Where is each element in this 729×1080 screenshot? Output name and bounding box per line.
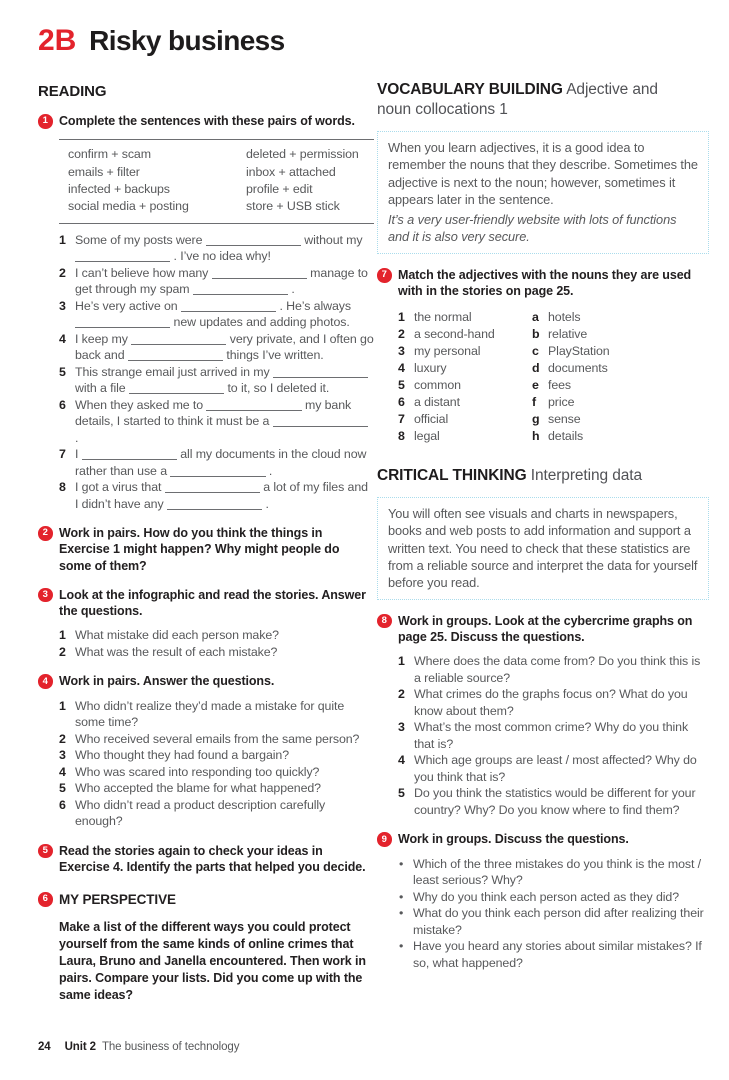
bullet-item (377, 905, 709, 938)
bullet-item (377, 889, 709, 906)
answer-blank (181, 311, 276, 312)
match-noun: PlayStation (548, 343, 610, 358)
sentence-number: 2 (59, 265, 66, 280)
my-perspective-body: Make a list of the different ways you could protect yourself from the same kinds of online crimes that Laura, Bruno and Janella encountered. Then work in pairs. Compare your lists. Did you come up with the same ideas? (59, 919, 366, 1002)
match-row (377, 428, 709, 445)
exercise-number-badge: 4 (38, 674, 53, 689)
exercise-7 (377, 267, 709, 300)
match-adjective: the normal (414, 309, 472, 324)
sentence-text: When they asked me to my bank details, I started to think it must be a . (75, 397, 374, 447)
match-letter: e (532, 378, 539, 393)
exercise-instruction: Look at the infographic and read the stories. Answer the questions. (59, 587, 366, 619)
answer-blank (212, 278, 307, 279)
exercise-number-badge: 6 (38, 892, 53, 907)
question-item (377, 785, 709, 818)
match-row (377, 309, 709, 326)
match-number: 5 (398, 378, 405, 393)
match-noun: hotels (548, 309, 581, 324)
exercise-number-badge: 9 (377, 832, 392, 847)
match-number: 8 (398, 429, 405, 444)
question-text: Who didn’t read a product description carefully enough? (75, 797, 326, 829)
bullet-text: Which of the three mistakes do you think is the most / least serious? Why? (413, 856, 701, 888)
sentence-item (38, 446, 374, 479)
question-item (377, 719, 709, 752)
match-letter: h (532, 429, 540, 444)
bullet-text: Have you heard any stories about similar mistakes? If so, what happened? (413, 939, 702, 970)
question-number: 5 (398, 786, 405, 801)
sentence-number: 1 (59, 232, 66, 247)
answer-blank (75, 261, 170, 262)
answer-blank (206, 410, 301, 411)
exercise-instruction: Work in pairs. How do you think the things in Exercise 1 might happen? Why might people do some of them? (59, 526, 340, 573)
bullet-icon (399, 938, 413, 971)
matching-exercise-list (377, 309, 709, 446)
match-number: 1 (398, 309, 405, 324)
sentence-item (38, 298, 374, 331)
exercise-number-badge: 8 (377, 614, 392, 629)
question-text: Do you think the statistics would be different for your country? Why? Do you know where to find them? (414, 786, 696, 817)
sentence-text: I can’t believe how many manage to get through my spam . (75, 265, 368, 297)
sentence-text: I got a virus that a lot of my files and I didn’t have any . (75, 480, 368, 511)
answer-blank (206, 245, 301, 246)
word-pair: emails + filter (68, 164, 140, 179)
sentence-item (38, 397, 374, 447)
vocabulary-heading-rest: noun collocations 1 (377, 100, 508, 118)
bullet-item (377, 938, 709, 971)
question-number: 4 (398, 753, 405, 768)
question-number: 2 (59, 731, 66, 746)
bullet-icon (399, 856, 413, 889)
exercise-9 (377, 831, 709, 847)
sentence-number: 5 (59, 364, 66, 379)
word-pair: infected + backups (68, 181, 170, 196)
match-number: 4 (398, 361, 405, 376)
match-row (377, 360, 709, 377)
match-letter: g (532, 412, 540, 427)
critical-heading-rest: Interpreting data (530, 466, 642, 484)
match-number: 3 (398, 343, 405, 358)
question-text: Who thought they had found a bargain? (75, 748, 289, 763)
lesson-code: 2B (38, 24, 77, 57)
exercise-8 (377, 613, 709, 646)
exercise-8-questions (377, 653, 709, 818)
critical-thinking-tip-box (377, 497, 709, 600)
sentence-text: He’s very active on . He’s always new updates and adding photos. (75, 298, 351, 330)
vocabulary-heading-bold: VOCABULARY BUILDING (377, 81, 563, 98)
word-pair: confirm + scam (68, 147, 151, 162)
unit-label: Unit 2 (64, 1041, 96, 1053)
unit-title: The business of technology (101, 1041, 240, 1053)
match-adjective: official (414, 412, 449, 427)
exercise-instruction: Match the adjectives with the nouns they are used with in the stories on page 25. (398, 268, 692, 299)
question-text: What was the result of each mistake? (75, 644, 278, 659)
exercise-number-badge: 2 (38, 526, 53, 541)
sentence-number: 3 (59, 298, 66, 313)
question-number: 1 (59, 698, 66, 713)
sentence-item (38, 232, 374, 265)
exercise-number-badge: 1 (38, 114, 53, 129)
question-item (38, 627, 374, 644)
exercise-2 (38, 525, 374, 574)
answer-blank (128, 360, 223, 361)
question-item (38, 780, 374, 797)
match-row (377, 326, 709, 343)
lesson-name: Risky business (89, 25, 285, 56)
answer-blank (82, 459, 177, 460)
answer-blank (273, 426, 368, 427)
match-row (377, 343, 709, 360)
exercise-5 (38, 843, 374, 876)
bullet-icon (399, 889, 413, 906)
exercise-instruction: Complete the sentences with these pairs of words. (59, 114, 355, 128)
exercise-number-badge: 3 (38, 588, 53, 603)
answer-blank (167, 509, 262, 510)
answer-blank (165, 492, 260, 493)
bullet-icon (399, 905, 413, 938)
answer-blank (193, 294, 288, 295)
match-adjective: a second-hand (414, 326, 495, 341)
question-number: 2 (59, 644, 66, 659)
question-item (38, 698, 374, 731)
bullet-item (377, 856, 709, 889)
tip-text: When you learn adjectives, it is a good idea to remember the nouns that they describe. Sometimes the adjective is next to the noun; however, sometimes it appears later in the sentence. (388, 140, 698, 207)
match-adjective: a distant (414, 395, 460, 410)
answer-blank (129, 393, 224, 394)
question-number: 2 (398, 687, 405, 702)
exercise-instruction: Work in pairs. Answer the questions. (59, 674, 275, 689)
match-number: 2 (398, 326, 405, 341)
word-pair: profile + edit (246, 181, 313, 196)
vocabulary-heading-rest: Adjective and (566, 81, 658, 98)
left-column (38, 24, 374, 1004)
gap-fill-sentences (38, 232, 374, 513)
match-adjective: common (414, 378, 461, 393)
question-number: 1 (398, 654, 405, 669)
word-pair: inbox + attached (246, 164, 336, 179)
exercise-instruction: Work in groups. Look at the cybercrime graphs on page 25. Discuss the questions. (398, 613, 693, 645)
question-item (38, 747, 374, 764)
question-text: What crimes do the graphs focus on? What do you know about them? (414, 687, 688, 718)
exercise-4 (38, 673, 374, 689)
word-pairs-box (59, 139, 374, 223)
question-number: 4 (59, 764, 66, 779)
question-item (38, 797, 374, 830)
lesson-title (38, 24, 374, 58)
sentence-text: This strange email just arrived in my with a file to it, so I deleted it. (75, 364, 374, 397)
question-number: 1 (59, 628, 66, 643)
match-noun: fees (548, 378, 572, 393)
exercise-number-badge: 7 (377, 268, 392, 283)
question-text: Which age groups are least / most affected? Why do you think that is? (414, 753, 697, 784)
exercise-9-bullets (377, 856, 709, 972)
question-item (38, 764, 374, 781)
word-pairs-left (68, 146, 246, 215)
critical-heading-bold: CRITICAL THINKING (377, 466, 527, 484)
sentence-item (38, 265, 374, 298)
question-text: Who accepted the blame for what happened? (75, 781, 321, 796)
question-text: Who didn’t realize they’d made a mistake for quite some time? (75, 698, 345, 730)
question-text: Who was scared into responding too quickly? (75, 764, 320, 779)
question-item (377, 752, 709, 785)
word-pair: store + USB stick (246, 199, 340, 214)
match-letter: b (532, 326, 540, 341)
section-heading-vocabulary (377, 80, 709, 119)
page-footer (38, 1041, 239, 1053)
page-number: 24 (38, 1041, 51, 1053)
tip-text: You will often see visuals and charts in newspapers, books and web posts to add information and support a written text. You need to check that these statistics are from a reliable source and interpret the data for yourself before you read. (388, 506, 698, 590)
match-noun: sense (548, 412, 581, 427)
question-number: 6 (59, 797, 66, 812)
exercise-4-questions (38, 698, 374, 830)
question-item (38, 644, 374, 661)
exercise-6 (38, 891, 374, 909)
match-letter: d (532, 361, 540, 376)
tip-example-sentence: It’s a very user-friendly website with lots of functions and it is also very secure. (388, 211, 677, 245)
question-number: 5 (59, 781, 66, 796)
match-adjective: my personal (414, 343, 481, 358)
exercise-1 (38, 113, 374, 129)
match-noun: documents (548, 361, 608, 376)
question-text: Where does the data come from? Do you think this is a reliable source? (414, 654, 701, 685)
bullet-text: What do you think each person did after realizing their mistake? (413, 906, 704, 937)
match-letter: f (532, 395, 537, 410)
match-noun: price (548, 395, 575, 410)
match-row (377, 411, 709, 428)
sentence-item (38, 364, 374, 397)
section-heading-critical-thinking (377, 466, 709, 486)
my-perspective-heading: MY PERSPECTIVE (59, 892, 176, 908)
sentence-number: 7 (59, 447, 66, 462)
question-text: Who received several emails from the same person? (75, 731, 360, 746)
word-pairs-right (246, 146, 374, 215)
sentence-text: I all my documents in the cloud now rather than use a . (75, 447, 367, 478)
question-item (38, 731, 374, 748)
match-row (377, 394, 709, 411)
answer-blank (131, 344, 226, 345)
question-item (377, 653, 709, 686)
section-heading-reading: READING (38, 83, 107, 100)
exercise-3 (38, 587, 374, 620)
sentence-text: I keep my very private, and I often go back and things I’ve written. (75, 331, 374, 363)
question-item (377, 686, 709, 719)
match-noun: details (548, 429, 584, 444)
exercise-instruction: Work in groups. Discuss the questions. (398, 832, 629, 847)
exercise-instruction: Read the stories again to check your ideas in Exercise 4. Identify the parts that helped you decide. (59, 843, 366, 874)
sentence-number: 6 (59, 397, 66, 412)
word-pair: deleted + permission (246, 147, 359, 162)
vocabulary-tip-box (377, 131, 709, 254)
answer-blank (75, 327, 170, 328)
answer-blank (170, 476, 265, 477)
match-number: 6 (398, 395, 405, 410)
exercise-3-questions (38, 627, 374, 660)
match-row (377, 377, 709, 394)
sentence-item (38, 331, 374, 364)
exercise-number-badge: 5 (38, 844, 53, 859)
word-pair: social media + posting (68, 199, 189, 214)
sentence-number: 8 (59, 480, 66, 495)
bullet-text: Why do you think each person acted as they did? (413, 889, 679, 904)
match-letter: a (532, 309, 539, 324)
right-column (377, 80, 709, 971)
sentence-text: Some of my posts were without my . I’ve no idea why! (75, 232, 363, 264)
match-letter: c (532, 343, 539, 358)
question-text: What’s the most common crime? Why do you think that is? (414, 720, 689, 751)
sentence-item (38, 479, 374, 512)
answer-blank (273, 377, 368, 378)
match-noun: relative (548, 326, 588, 341)
question-text: What mistake did each person make? (75, 628, 279, 643)
match-adjective: legal (414, 429, 440, 444)
sentence-number: 4 (59, 331, 66, 346)
question-number: 3 (59, 748, 66, 763)
question-number: 3 (398, 720, 405, 735)
match-adjective: luxury (414, 361, 447, 376)
match-number: 7 (398, 412, 405, 427)
